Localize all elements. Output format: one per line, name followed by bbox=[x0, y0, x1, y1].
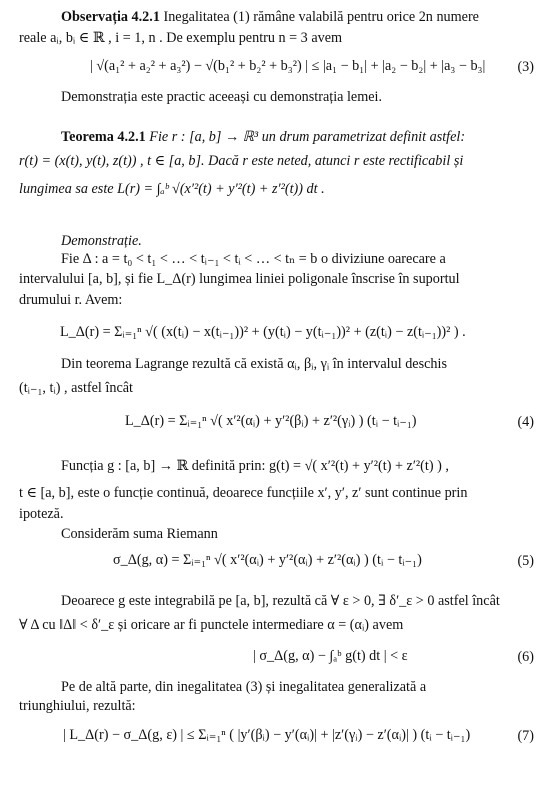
theorem-line-2: r(t) = (x(t), y(t), z(t)) , t ∈ [a, b]. Dacă r este neted, atunci r este rectificabil și bbox=[19, 153, 464, 169]
equation-3: | √(a₁² + a₂² + a₃²) − √(b₁² + b₂² + b₃²) | ≤ |a₁ − b₁| + |a₂ − b₂| + |a₃ − b₃| bbox=[90, 58, 486, 74]
equation-4: L_Δ(r) = Σᵢ₌₁ⁿ √( x′²(αᵢ) + y′²(βᵢ) + z′²(γᵢ) ) (tᵢ − tᵢ₋₁) bbox=[125, 413, 417, 429]
function-line-3: ipoteză. bbox=[19, 506, 64, 522]
integrable-line-1: Deoarece g este integrabilă pe [a, b], rezultă că ∀ ε > 0, ∃ δ′_ε > 0 astfel încât bbox=[61, 593, 500, 609]
equation-5-number: (5) bbox=[517, 553, 534, 569]
demonstration-line-3: drumului r. Avem: bbox=[19, 292, 123, 308]
equation-6: | σ_Δ(g, α) − ∫ₐᵇ g(t) dt | < ε bbox=[253, 648, 408, 664]
observation-line-2: reale aᵢ, bᵢ ∈ ℝ , i = 1, n . De exemplu pentru n = 3 avem bbox=[19, 30, 343, 46]
equation-6-number: (6) bbox=[517, 649, 534, 665]
other-side-line-1: Pe de altă parte, din inegalitatea (3) și inegalitatea generalizată a bbox=[61, 679, 427, 695]
theorem-text: Fie r : [a, b] → ℝ³ un drum parametrizat definit astfel: bbox=[145, 129, 466, 145]
riemann-intro: Considerăm suma Riemann bbox=[61, 526, 218, 542]
integrable-line-2: ∀ Δ cu ‖Δ‖ < δ′_ε și oricare ar fi punctele intermediare α = (αᵢ) avem bbox=[19, 617, 404, 633]
lagrange-line-1: Din teorema Lagrange rezultă că există αᵢ, βᵢ, γᵢ în intervalul deschis bbox=[61, 356, 447, 372]
proof-note: Demonstrația este practic aceeași cu demonstrația lemei. bbox=[61, 89, 383, 105]
function-line-2: t ∈ [a, b], este o funcție continuă, deoarece funcțiile x′, y′, z′ sunt continue prin bbox=[19, 485, 468, 501]
equation-7-number: (7) bbox=[517, 728, 534, 744]
equation-4-number: (4) bbox=[517, 414, 534, 430]
observation-text: Inegalitatea (1) rămâne valabilă pentru orice 2n numere bbox=[159, 9, 479, 25]
observation-title: Observația 4.2.1 bbox=[61, 9, 160, 25]
equation-5: σ_Δ(g, α) = Σᵢ₌₁ⁿ √( x′²(αᵢ) + y′²(αᵢ) + z′²(αᵢ) ) (tᵢ − tᵢ₋₁) bbox=[113, 552, 422, 568]
demonstration-line-2: intervalului [a, b], și fie L_Δ(r) lungimea liniei poligonale înscrise în suportul bbox=[19, 271, 460, 287]
function-line-1: Funcția g : [a, b] → ℝ definită prin: g(t) = √( x′²(t) + y′²(t) + z′²(t) ) , bbox=[61, 458, 449, 474]
equation-polygonal-length: L_Δ(r) = Σᵢ₌₁ⁿ √( (x(tᵢ) − x(tᵢ₋₁))² + (y(tᵢ) − y(tᵢ₋₁))² + (z(tᵢ) − z(tᵢ₋₁))² ) . bbox=[60, 324, 466, 340]
other-side-line-2: triunghiului, rezultă: bbox=[19, 698, 136, 714]
equation-3-number: (3) bbox=[517, 59, 534, 75]
observation-line-1 bbox=[61, 9, 537, 26]
demonstration-line-1: Fie Δ : a = t₀ < t₁ < … < tᵢ₋₁ < tᵢ < … < tₙ = b o diviziune oarecare a bbox=[61, 251, 446, 267]
theorem-line-3: lungimea sa este L(r) = ∫ₐᵇ √(x′²(t) + y′²(t) + z′²(t)) dt . bbox=[19, 181, 325, 197]
theorem-line-1 bbox=[61, 129, 537, 146]
demonstration-heading: Demonstrație. bbox=[61, 233, 142, 249]
lagrange-line-2: (tᵢ₋₁, tᵢ) , astfel încât bbox=[19, 380, 133, 396]
theorem-title: Teorema 4.2.1 bbox=[61, 129, 146, 145]
equation-7: | L_Δ(r) − σ_Δ(g, ε) | ≤ Σᵢ₌₁ⁿ ( |y′(βᵢ) − y′(αᵢ)| + |z′(γᵢ) − z′(αᵢ)| ) (tᵢ − tᵢ₋₁) bbox=[63, 727, 471, 743]
